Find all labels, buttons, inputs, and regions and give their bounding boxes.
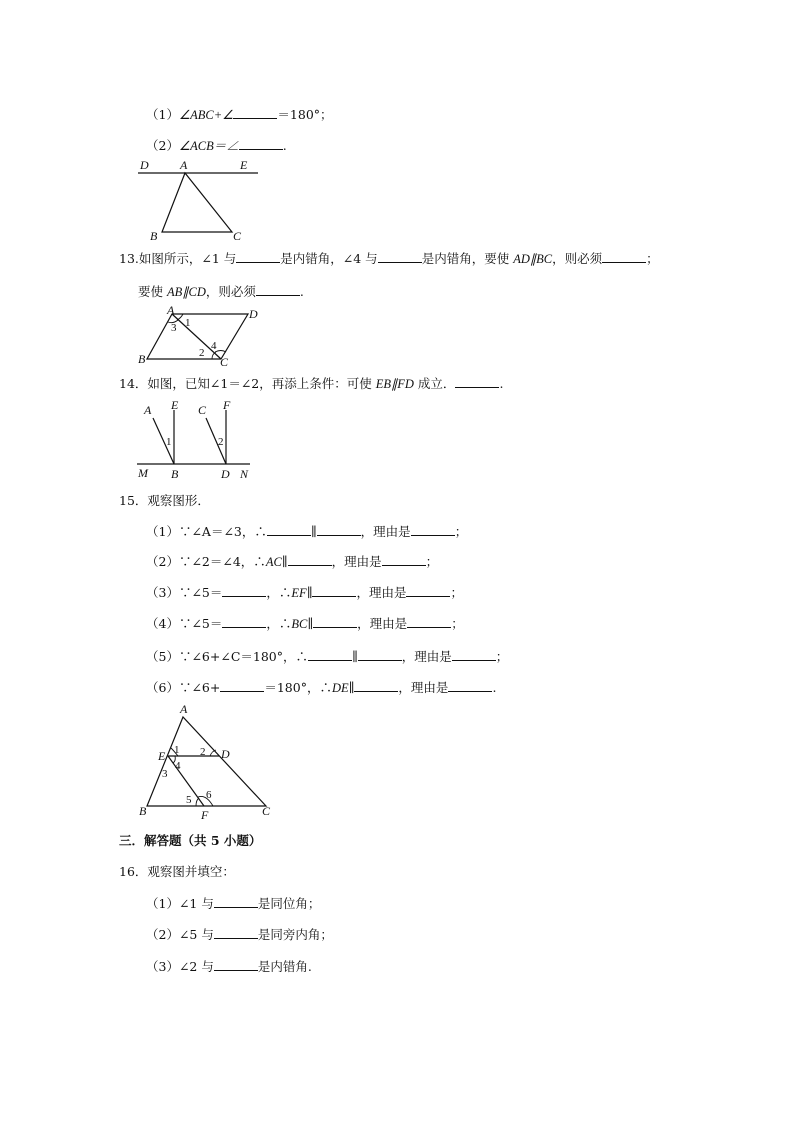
item-number: （1） — [146, 896, 179, 911]
expression: ∵∠A＝∠3，∴ — [178, 524, 267, 539]
angle-label-2: 2 — [200, 746, 206, 758]
angle-label-2: 2 — [218, 436, 224, 448]
label-D: D — [140, 158, 149, 172]
label-D: D — [221, 747, 230, 761]
question-text: 13.如图所示，∠1 与 — [119, 251, 237, 266]
item-number: （1） — [146, 107, 179, 122]
answer-blank[interactable] — [214, 926, 258, 939]
segment: BC — [291, 617, 308, 631]
parallel-sign: ∥ — [348, 680, 355, 695]
question-text: ； — [451, 616, 464, 631]
expression-tail: ＝180°； — [277, 107, 333, 122]
answer-blank[interactable] — [214, 958, 258, 971]
q16-line-1 — [146, 895, 320, 912]
answer-blank[interactable] — [214, 895, 258, 908]
question-text: ，理由是 — [398, 680, 449, 695]
angle-label-3: 3 — [171, 322, 177, 334]
item-number: （4） — [146, 616, 179, 631]
angle-label-1: 1 — [174, 744, 180, 756]
question-title: 16．观察图并填空： — [119, 864, 235, 879]
label-A: A — [180, 158, 188, 172]
question-text: ； — [495, 649, 509, 664]
expression: ∠ACB＝∠ — [178, 139, 239, 153]
angle-label-4: 4 — [211, 340, 217, 352]
question-text: 是同旁内角； — [257, 927, 333, 942]
item-number: （3） — [146, 585, 179, 600]
parallel-sign: ∥ — [352, 649, 358, 664]
angle-label-1: 1 — [166, 436, 172, 448]
parallel-expression: AB∥CD — [167, 285, 206, 299]
label-B: B — [138, 352, 146, 366]
label-A: A — [180, 702, 188, 716]
item-number: （5） — [146, 649, 179, 664]
question-text: ，∴ — [266, 616, 292, 631]
question-text: 成立． — [417, 376, 456, 391]
question-text: ，理由是 — [360, 524, 411, 539]
question-text: 14．如图，已知∠1＝∠2，再添上条件：可使 — [119, 376, 372, 391]
label-C: C — [233, 229, 242, 243]
question-text: ＝180°，∴ — [264, 680, 332, 695]
question-text: ，则必须 — [205, 284, 256, 299]
question-text: ，理由是 — [401, 649, 452, 664]
item-number: （3） — [146, 959, 179, 974]
question-text: ，理由是 — [357, 616, 408, 631]
section-3-title — [119, 833, 261, 849]
question-text: ； — [425, 554, 439, 569]
label-C: C — [220, 355, 229, 369]
label-E: E — [240, 158, 248, 172]
question-text: ； — [646, 251, 659, 266]
item-number: （2） — [146, 554, 179, 569]
expression: ∵∠6+ — [178, 680, 221, 695]
parallel-sign: ∥ — [281, 554, 288, 569]
question-text: ，则必须 — [552, 251, 603, 266]
expression: ∵∠5＝ — [178, 585, 223, 600]
label-B: B — [139, 804, 147, 818]
label-D: D — [249, 307, 258, 321]
label-E: E — [171, 398, 179, 412]
question-text: ，理由是 — [331, 554, 382, 569]
parallel-sign: ∥ — [306, 585, 313, 600]
q16-line-3 — [146, 958, 312, 975]
segment: AC — [265, 555, 282, 569]
question-text: ； — [450, 585, 463, 600]
question-text: ，∴ — [266, 585, 292, 600]
item-number: （2） — [146, 138, 179, 153]
parallel-sign: ∥ — [307, 616, 314, 631]
question-text: ，理由是 — [356, 585, 407, 600]
angle-label-4: 4 — [175, 760, 181, 772]
question-text: ∠1 与 — [178, 896, 214, 911]
label-D: D — [221, 467, 230, 481]
label-N: N — [240, 467, 249, 481]
q16-line-2 — [146, 926, 333, 943]
segment: DE — [331, 681, 349, 695]
label-A: A — [144, 403, 152, 417]
label-F: F — [201, 808, 209, 822]
question-text: 是内错角，要使 — [421, 251, 510, 266]
question-text: . — [492, 680, 497, 695]
expression: ∵∠2＝∠4，∴ — [178, 554, 266, 569]
angle-label-1: 1 — [185, 317, 191, 329]
angle-label-2: 2 — [199, 347, 205, 359]
q16-title — [119, 864, 235, 880]
expression: ∵∠5＝ — [178, 616, 223, 631]
question-text: ； — [454, 524, 468, 539]
expression: ∠ABC+∠ — [178, 108, 234, 122]
question-text: . — [499, 376, 504, 391]
question-text: ∠2 与 — [178, 959, 214, 974]
angle-label-3: 3 — [162, 768, 168, 780]
question-text: 是内错角. — [257, 959, 312, 974]
angle-label-6: 6 — [206, 789, 212, 801]
question-title: 15．观察图形． — [119, 493, 210, 508]
section-heading: 三．解答题（共 5 小题） — [119, 833, 262, 848]
angle-label-5: 5 — [186, 794, 192, 806]
label-B: B — [150, 229, 158, 243]
question-text: 是同位角； — [257, 896, 321, 911]
label-A: A — [167, 303, 175, 317]
label-M: M — [138, 466, 148, 480]
item-number: （6） — [146, 680, 179, 695]
label-E: E — [158, 749, 166, 763]
question-text: 是内错角，∠4 与 — [280, 251, 378, 266]
label-C: C — [262, 804, 271, 818]
question-text: . — [299, 284, 304, 299]
parallel-expression: EB∥FD — [375, 377, 414, 391]
parallel-expression: AD∥BC — [513, 252, 553, 266]
parallel-sign: ∥ — [310, 524, 317, 539]
label-B: B — [171, 467, 179, 481]
segment: EF — [291, 586, 307, 600]
label-C: C — [198, 403, 207, 417]
label-F: F — [223, 398, 231, 412]
item-number: （1） — [146, 524, 179, 539]
expression-tail: . — [282, 138, 287, 153]
item-number: （2） — [146, 927, 179, 942]
question-text: 要使 — [138, 284, 164, 299]
expression: ∵∠6+∠C＝180°，∴ — [178, 649, 308, 664]
question-text: ∠5 与 — [178, 927, 214, 942]
